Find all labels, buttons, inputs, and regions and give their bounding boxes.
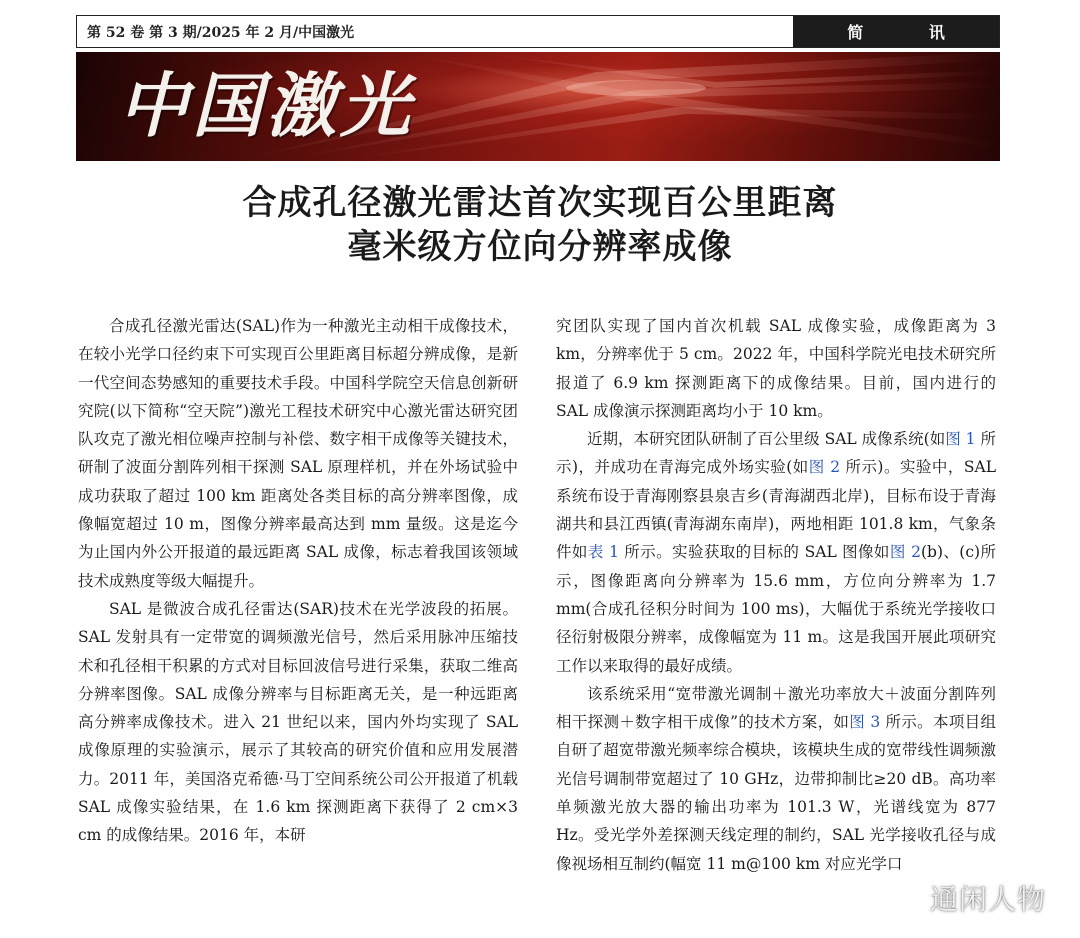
paragraph-system (556, 680, 996, 878)
article-title-line2: 毫米级方位向分辨率成像 (347, 227, 733, 267)
paragraph-experiment (556, 425, 996, 680)
table-1-link[interactable]: 表 1 (587, 543, 619, 562)
text-segment: 所示。实验获取的目标的 SAL 图像如 (618, 543, 890, 562)
issue-info: 第 52 卷 第 3 期/2025 年 2 月/中国激光 (87, 24, 355, 41)
right-column (556, 312, 996, 878)
figure-2-link[interactable]: 图 2 (808, 458, 841, 477)
text-segment: 所示)，并成功在青海完成外场实验(如 (556, 430, 996, 477)
text-segment: 所示。本项目组自研了超宽带激光频率综合模块，该模块生成的宽带线性调频激光信号调制带宽超过了 10 GHz，边带抑制比≥20 dB。高功率单频激光放大器的输出功率为 101.3 W，光谱线宽为 877 Hz。受光学外差探测天线定理的制约，SAL 光学接收孔径与成像视场相互制约(幅宽 11 m@100 km 对应光学口 (556, 713, 996, 873)
figure-1-link[interactable]: 图 1 (945, 430, 976, 449)
figure-2-link[interactable]: 图 2 (889, 543, 921, 562)
left-column (78, 312, 518, 850)
section-label: 简 讯 (793, 16, 999, 47)
article-title-line1: 合成孔径激光雷达首次实现百公里距离 (242, 183, 838, 223)
journal-header (76, 15, 1000, 48)
paragraph-background: SAL 是微波合成孔径雷达(SAR)技术在光学波段的拓展。SAL 发射具有一定带宽的调频激光信号，然后采用脉冲压缩技术和孔径相干积累的方式对目标回波信号进行采集，获取二维高分辨率图像。SAL 成像分辨率与目标距离无关，是一种远距离高分辨率成像技术。进入 21 世纪以来，国内外均实现了 SAL 成像原理的实验演示，展示了其较高的研究价值和应用发展潜力。2011 年，美国洛克希德·马丁空间系统公司公开报道了机载 SAL 成像实验结果，在 1.6 km 探测距离下获得了 2 cm×3 cm 的成像结果。2016 年，本研 (78, 599, 518, 845)
figure-3-link[interactable]: 图 3 (849, 713, 881, 732)
journal-banner (76, 52, 1000, 161)
text-segment: (b)、(c)所示，图像距离向分辨率为 15.6 mm，方位向分辨率为 1.7 mm(合成孔径积分时间为 100 ms)，大幅优于系统光学接收口径衍射极限分辨率，成像幅宽为 11 m。这是我国开展此项研究工作以来取得的最好成绩。 (556, 543, 996, 675)
text-segment: 近期，本研究团队研制了百公里级 SAL 成像系统(如 (587, 430, 946, 449)
paragraph-continued: 究团队实现了国内首次机载 SAL 成像实验，成像距离为 3 km，分辨率优于 5 cm。2022 年，中国科学院光电技术研究所报道了 6.9 km 探测距离下的成像结果。目前，国内进行的 SAL 成像演示探测距离均小于 10 km。 (556, 317, 996, 420)
journal-logo: 中国激光 (118, 64, 414, 147)
text-segment: 所示)。实验中，SAL 系统布设于青海刚察县泉吉乡(青海湖西北岸)，目标布设于青海湖共和县江西镇(青海湖东南岸)，两地相距 101.8 km，气象条件如 (556, 458, 996, 562)
text-segment: 该系统采用“宽带激光调制＋激光功率放大＋波面分割阵列相干探测＋数字相干成像”的技术方案，如 (556, 684, 996, 732)
watermark: 通闲人物 (930, 883, 1047, 916)
paragraph-intro: 合成孔径激光雷达(SAL)作为一种激光主动相干成像技术，在较小光学口径约束下可实现百公里距离目标超分辨成像，是新一代空间态势感知的重要技术手段。中国科学院空天信息创新研究院(以下简称“空天院”)激光工程技术研究中心激光雷达研究团队攻克了激光相位噪声控制与补偿、数字相干成像等关键技术，研制了波面分割阵列相干探测 SAL 原理样机，并在外场试验中成功获取了超过 100 km 距离处各类目标的高分辨率图像，成像幅宽超过 10 m，图像分辨率最高达到 mm 量级。这是迄今为止国内外公开报道的最远距离 SAL 成像，标志着我国该领域技术成熟度等级大幅提升。 (78, 317, 518, 590)
